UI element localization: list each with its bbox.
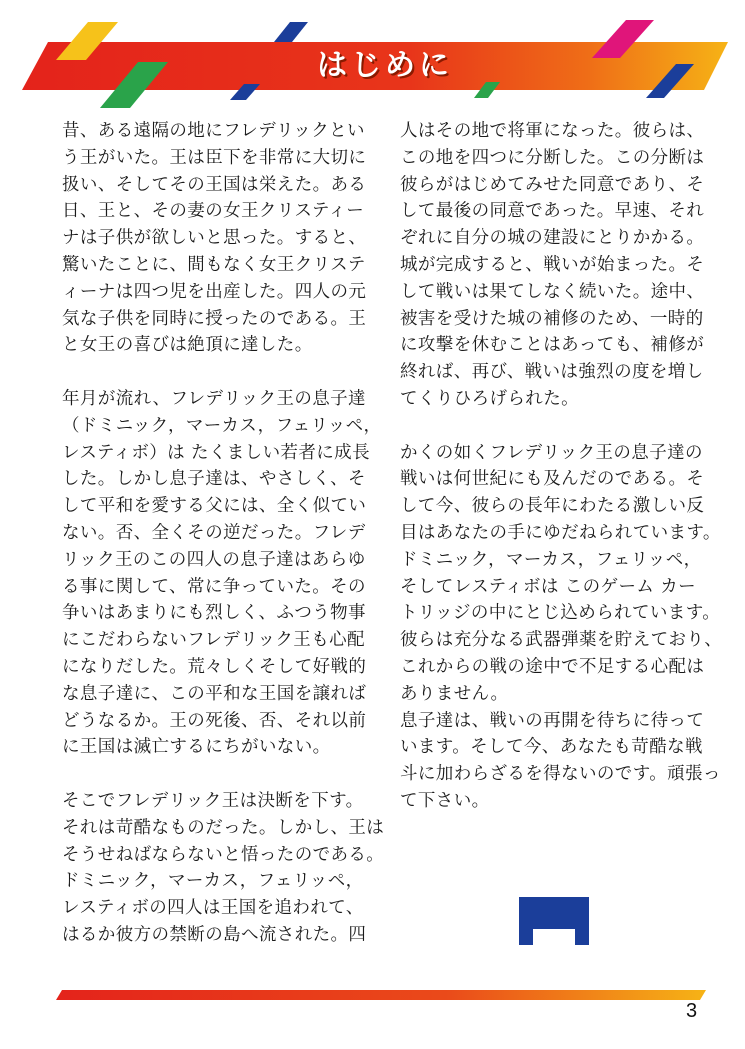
text-line: はるか彼方の禁断の島へ流された。四 (62, 924, 367, 945)
deco-slash-blue-top (274, 22, 308, 42)
text-column-right (400, 118, 723, 815)
text-line: して平和を愛する父には、全く似てい (62, 496, 367, 517)
text-line: して今、彼らの長年にわたる激しい反 (400, 496, 705, 517)
text-line: （ドミニック，マーカス，フェリッペ， (62, 415, 382, 436)
text-line: そこでフレデリック王は決断を下す。 (62, 790, 364, 811)
text-line: そうせねばならないと悟ったのである。 (62, 844, 385, 865)
text-line: 驚いたことに、間もなく女王クリステ (62, 254, 366, 275)
text-line: ドミニック，マーカス，フェリッペ， (62, 871, 364, 892)
paragraph-gap (400, 413, 720, 440)
text-line: して戦いは果てしなく続いた。途中、 (400, 281, 705, 302)
paragraph (62, 788, 385, 949)
paragraph (400, 440, 723, 815)
text-line: 被害を受けた城の補修のため、一時的 (400, 308, 704, 329)
text-line: 人はその地で将軍になった。彼らは、 (400, 121, 705, 141)
text-line: かくの如くフレデリック王の息子達の (400, 442, 703, 463)
text-line: 城が完成すると、戦いが始まった。そ (400, 254, 705, 275)
text-line: 息子達は、戦いの再開を待ちに待って (400, 710, 705, 731)
text-line: した。しかし息子達は、やさしく、そ (62, 469, 366, 490)
text-line: リック王のこの四人の息子達はあらゆ (62, 549, 366, 570)
text-line: して最後の同意であった。早速、それ (400, 201, 705, 222)
text-line: な息子達に、この平和な王国を譲れば (62, 683, 367, 704)
text-line: これからの戦の途中で不足する心配は (400, 656, 705, 677)
text-line: 争いはあまりにも烈しく、ふつう物事 (62, 603, 366, 624)
paragraph (62, 118, 382, 359)
text-line: に攻撃を休むことはあっても、補修が (400, 335, 705, 356)
text-column-left (62, 118, 385, 949)
text-line: どうなるか。王の死後、否、それ以前 (62, 710, 367, 731)
text-line: 戦いは何世紀にも及んだのである。そ (400, 469, 705, 490)
text-line: ナは子供が欲しいと思った。すると、 (62, 228, 367, 249)
paragraph (62, 386, 382, 761)
footer-bar (56, 988, 706, 1002)
header-banner (0, 0, 745, 110)
text-line: 彼らは充分なる武器弾薬を貯えており、 (400, 630, 723, 651)
text-line: う王がいた。王は臣下を非常に大切に (62, 147, 367, 168)
text-line: 扱い、そしてその王国は栄えた。ある (62, 174, 367, 195)
text-line: 日、王と、その妻の女王クリスティー (62, 201, 365, 222)
text-line: ドミニック，マーカス，フェリッペ， (400, 549, 702, 570)
text-line: そしてレスティボは このゲーム カー (400, 576, 697, 597)
text-line: ぞれに自分の城の建設にとりかかる。 (400, 228, 705, 249)
text-line: 斗に加わらざるを得ないのです。頑張っ (400, 764, 721, 785)
text-line: ありません。 (400, 683, 509, 704)
text-line: 昔、ある遠隔の地にフレデリックとい (62, 121, 365, 141)
text-line: 気な子供を同時に授ったのである。王 (62, 308, 367, 329)
text-line: トリッジの中にとじ込められています。 (400, 603, 721, 624)
castle-icon (515, 893, 593, 945)
text-line: ィーナは四つ児を出産した。四人の元 (62, 281, 367, 302)
text-line: それは苛酷なものだった。しかし、王は (62, 817, 385, 838)
text-line: レスティボの四人は王国を追われて、 (62, 898, 364, 919)
text-line: ない。否、全くその逆だった。フレデ (62, 522, 366, 543)
paragraph-gap (62, 761, 382, 788)
text-line: になりだした。荒々しくそして好戦的 (62, 656, 367, 677)
text-line: 彼らがはじめてみせた同意であり、そ (400, 174, 705, 195)
text-line: 終れば、再び、戦いは強烈の度を増し (400, 362, 704, 383)
text-line: この地を四つに分断した。この分断は (400, 147, 705, 168)
text-line: にこだわらないフレデリック王も心配 (62, 630, 365, 651)
page-number: 3 (686, 1000, 698, 1022)
text-line: と女王の喜びは絶頂に達した。 (62, 335, 313, 356)
text-line: て下さい。 (400, 790, 490, 811)
text-line: います。そして今、あなたも苛酷な戦 (400, 737, 703, 758)
text-line: てくりひろげられた。 (400, 388, 579, 409)
text-line: に王国は滅亡するにちがいない。 (62, 737, 331, 758)
paragraph-gap (62, 359, 382, 386)
text-line: 年月が流れ、フレデリック王の息子達 (62, 388, 366, 409)
text-line: る事に関して、常に争っていた。その (62, 576, 366, 597)
page-title: はじめに (317, 48, 453, 83)
text-line: 目はあなたの手にゆだねられています。 (400, 522, 721, 543)
paragraph (400, 118, 720, 413)
text-line: レスティボ）は たくましい若者に成長 (62, 442, 370, 463)
